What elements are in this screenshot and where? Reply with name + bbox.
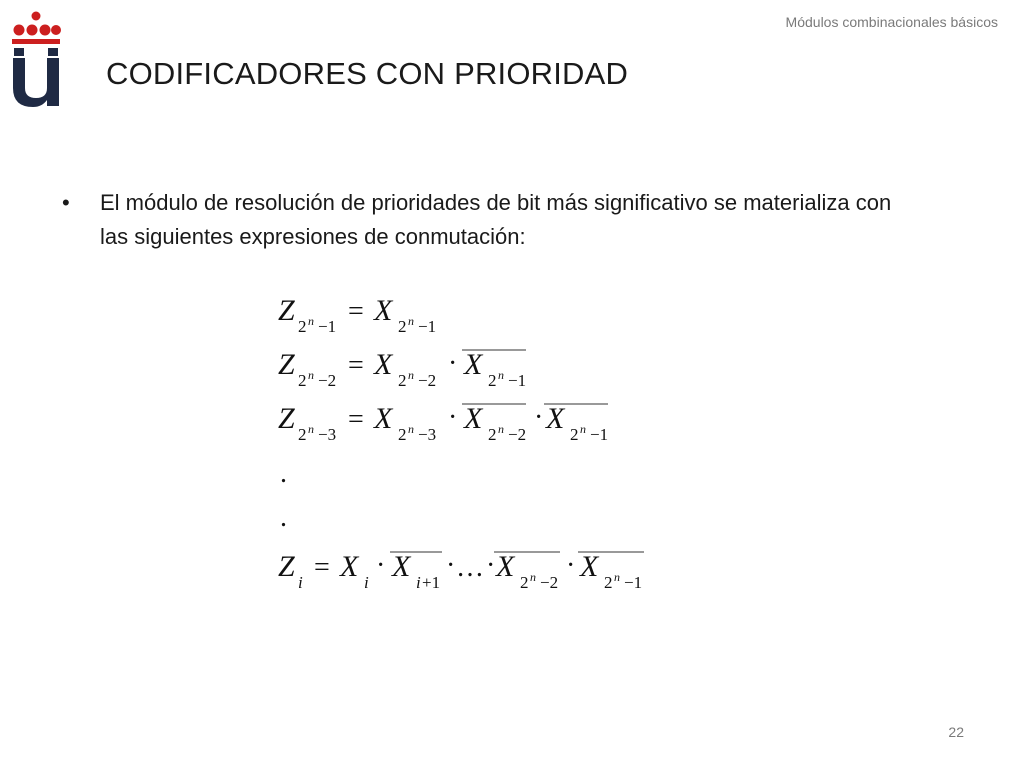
eqg-x3-offset: −2 — [540, 573, 559, 592]
eq3-x2: X — [464, 402, 483, 435]
eq1-x: X — [374, 294, 393, 327]
eq3-dot1: · — [448, 402, 458, 433]
eqg-dot4: · — [566, 550, 576, 581]
eq3-dot2: · — [534, 402, 544, 433]
eq2-z-base: 2 — [298, 371, 307, 390]
eq3-x3-base: 2 — [570, 425, 579, 444]
eq1-z: Z — [278, 294, 295, 327]
svg-text:.: . — [280, 458, 287, 489]
eq1-x-exp: n — [408, 314, 414, 328]
eqg-dot1: · — [376, 550, 386, 581]
eq3-x3: X — [546, 402, 565, 435]
eqg-x1: X — [340, 550, 359, 583]
eq3-z-base: 2 — [298, 425, 307, 444]
equation-3 — [278, 400, 798, 450]
eqg-x3-exp: n — [530, 570, 536, 584]
eqg-x1-sub: i — [364, 573, 369, 592]
eq1-x-base: 2 — [398, 317, 407, 336]
eq3-x2-offset: −2 — [508, 425, 527, 444]
eq3-z: Z — [278, 402, 295, 435]
eqg-x3-base: 2 — [520, 573, 529, 592]
eq3-x1-exp: n — [408, 422, 414, 436]
eq2-x1: X — [374, 348, 393, 381]
eqg-x4: X — [580, 550, 599, 583]
university-logo-icon — [10, 10, 62, 108]
eqg-equals: = — [314, 552, 330, 583]
equation-1 — [278, 292, 798, 342]
eqg-x4-base: 2 — [604, 573, 613, 592]
eq2-z: Z — [278, 348, 295, 381]
eq2-x2: X — [464, 348, 483, 381]
eq2-x2-offset: −1 — [508, 371, 527, 390]
continuation-dot-2 — [278, 500, 798, 550]
eq1-x-offset: −1 — [418, 317, 437, 336]
eq3-x2-base: 2 — [488, 425, 497, 444]
eq3-z-exp: n — [308, 422, 314, 436]
eqg-x4-offset: −1 — [624, 573, 643, 592]
eqg-x3: X — [496, 550, 515, 583]
eq2-z-offset: −2 — [318, 371, 337, 390]
eq2-x1-offset: −2 — [418, 371, 437, 390]
eqg-x2-sub: i — [416, 573, 421, 592]
eq1-equals: = — [348, 296, 364, 327]
bullet-text: El módulo de resolución de prioridades de bit más significativo se materializa con las siguientes expresiones de conmutación: — [100, 190, 892, 249]
header-section-label: Módulos combinacionales básicos — [785, 14, 998, 30]
eqg-dot3: · — [486, 550, 496, 581]
eq1-z-base: 2 — [298, 317, 307, 336]
eq3-equals: = — [348, 404, 364, 435]
eq2-z-exp: n — [308, 368, 314, 382]
eq1-z-offset: −1 — [318, 317, 337, 336]
eq3-x2-exp: n — [498, 422, 504, 436]
eqg-x2-offset: +1 — [422, 573, 441, 592]
eq2-x2-base: 2 — [488, 371, 497, 390]
eq3-x3-exp: n — [580, 422, 586, 436]
eq3-x3-offset: −1 — [590, 425, 609, 444]
equation-2 — [278, 346, 798, 396]
eqg-ellipsis: … — [456, 552, 484, 583]
slide-title: CODIFICADORES CON PRIORIDAD — [106, 56, 629, 91]
eq3-z-offset: −3 — [318, 425, 337, 444]
eqg-x2: X — [392, 550, 411, 583]
eq2-x1-exp: n — [408, 368, 414, 382]
eq2-equals: = — [348, 350, 364, 381]
eqg-z-sub: i — [298, 573, 303, 592]
bullet-dot: • — [62, 190, 70, 215]
eqg-x4-exp: n — [614, 570, 620, 584]
eqg-dot2: · — [446, 550, 456, 581]
eq3-x1-offset: −3 — [418, 425, 437, 444]
equation-general — [278, 548, 798, 598]
eq2-x1-base: 2 — [398, 371, 407, 390]
eq1-z-exp: n — [308, 314, 314, 328]
eqg-z: Z — [278, 550, 295, 583]
page-number: 22 — [948, 724, 964, 740]
eq3-x1: X — [374, 402, 393, 435]
eq2-dot: · — [448, 348, 458, 379]
eq3-x1-base: 2 — [398, 425, 407, 444]
continuation-dot-1 — [278, 456, 798, 506]
eq2-x2-exp: n — [498, 368, 504, 382]
svg-text:.: . — [280, 502, 287, 533]
